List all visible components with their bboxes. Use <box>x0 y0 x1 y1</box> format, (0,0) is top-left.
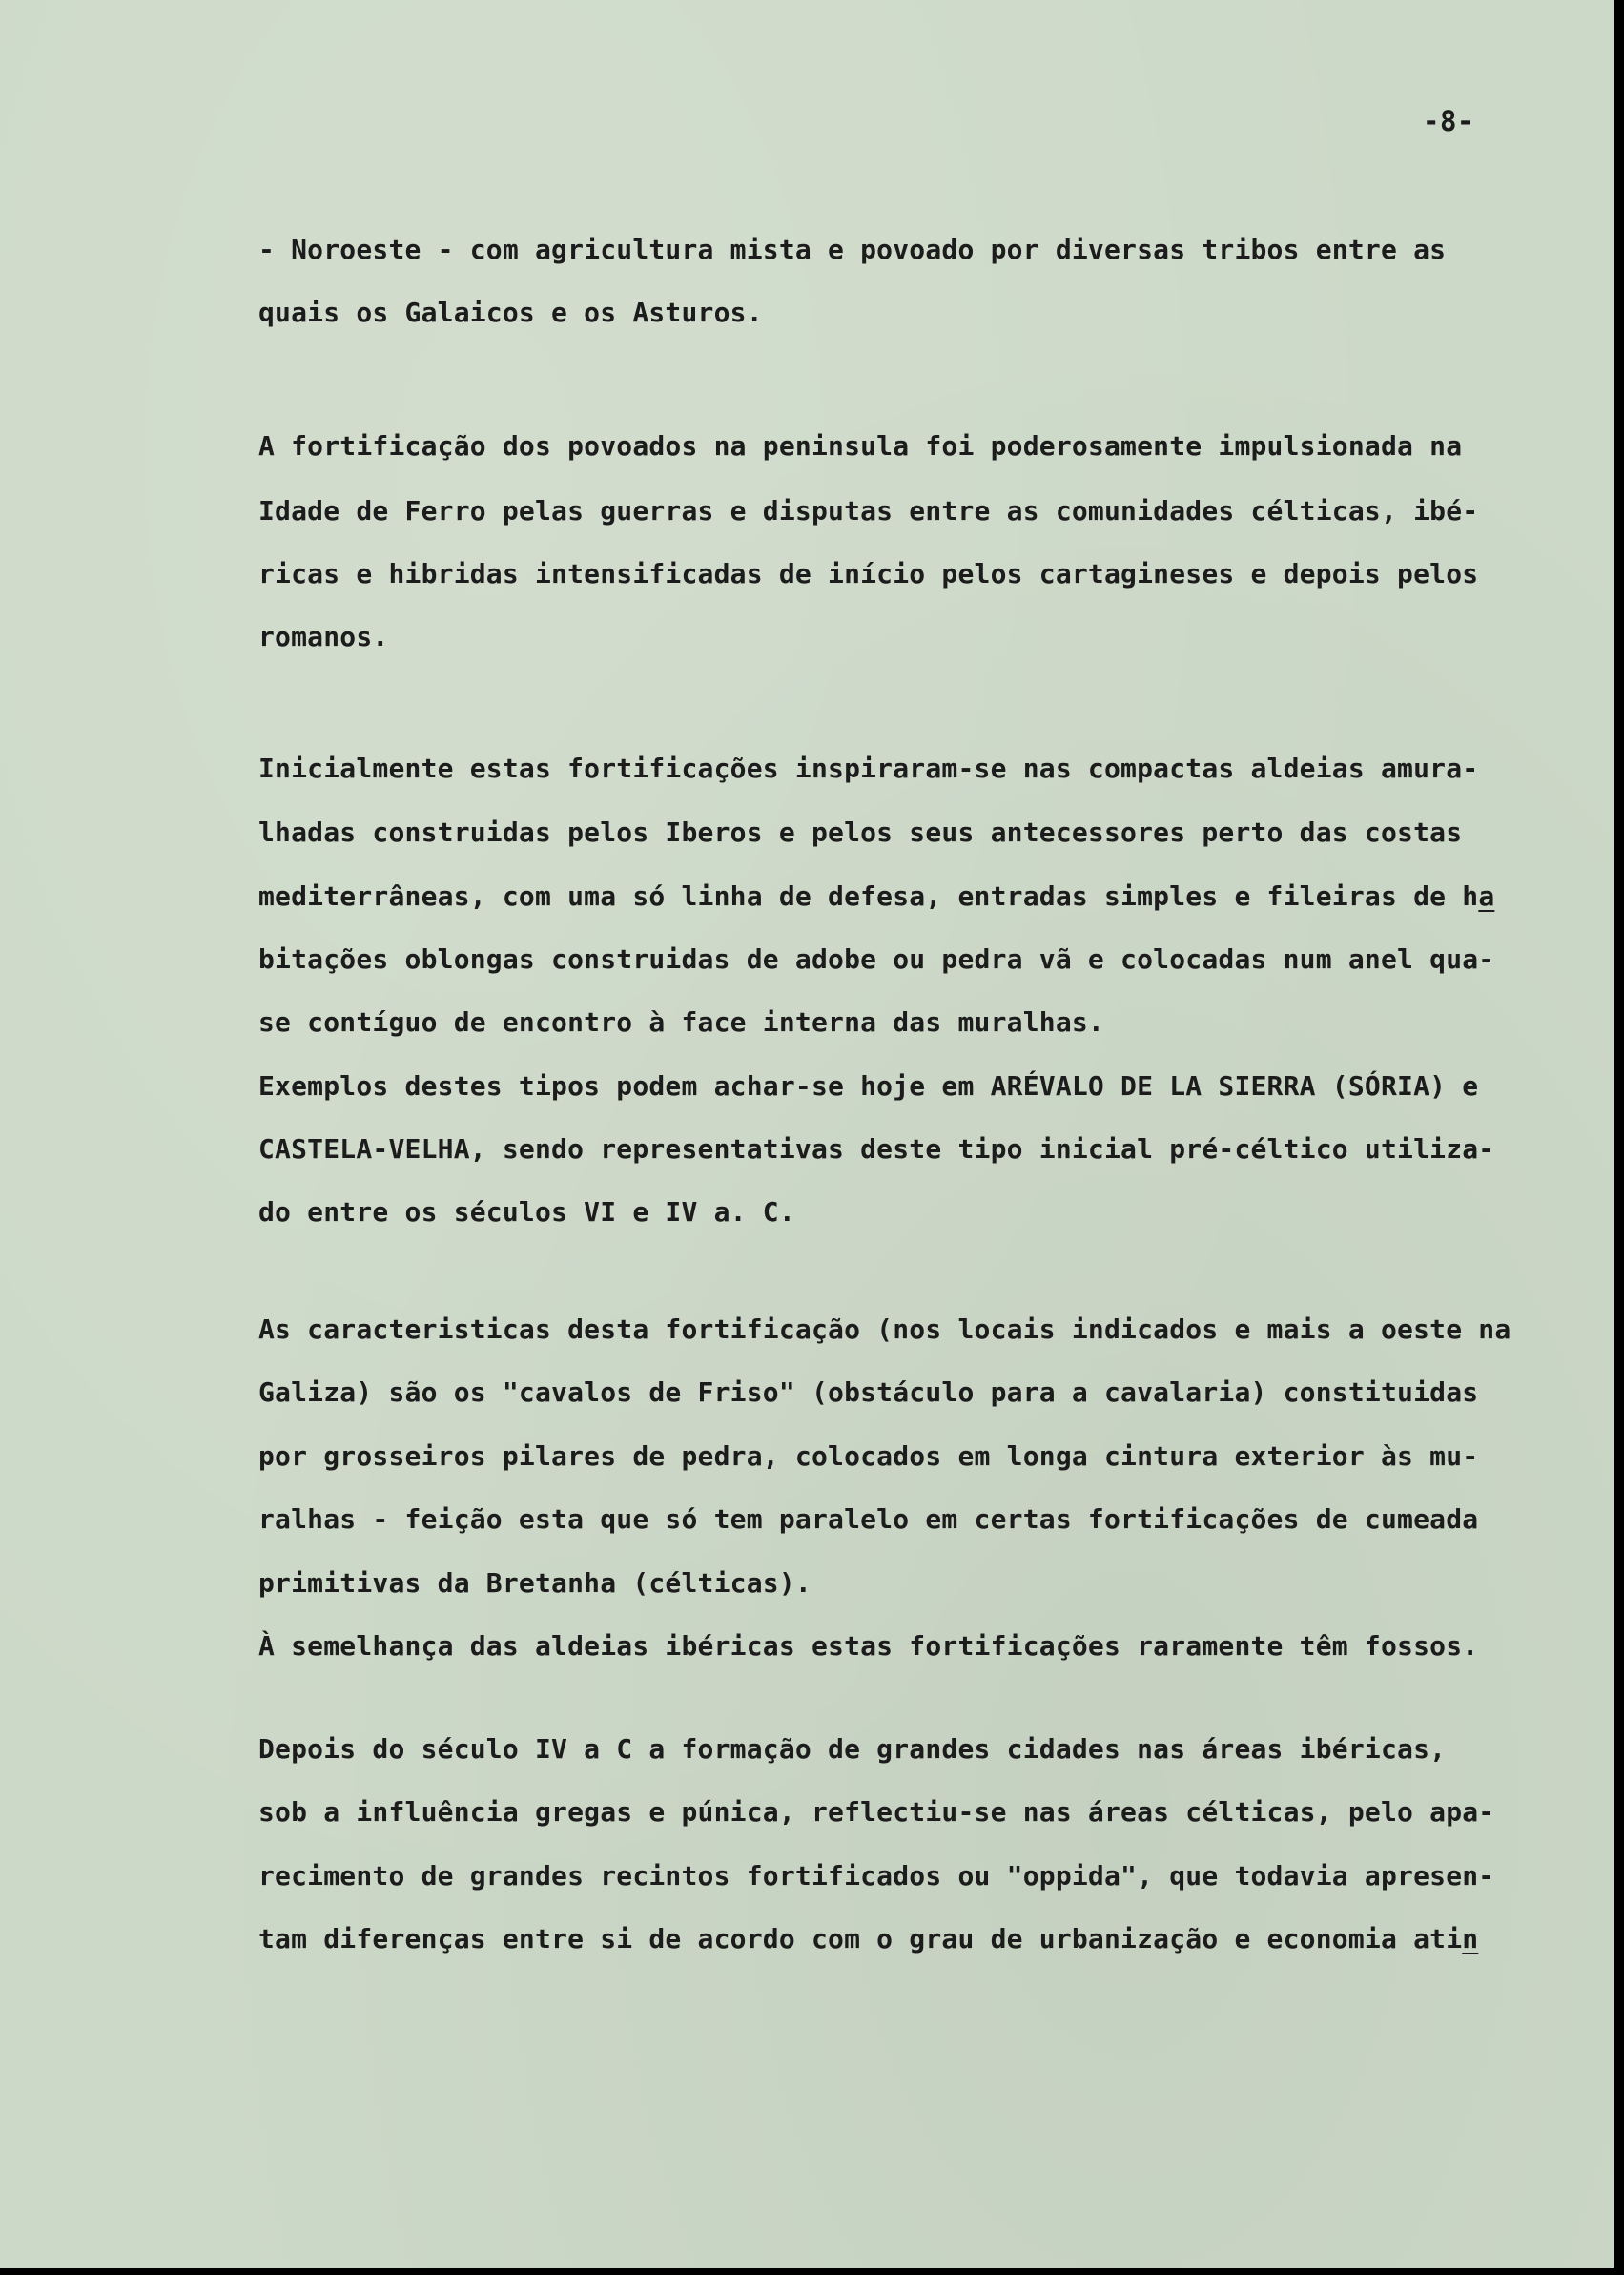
text-line: ralhas - feição esta que só tem paralelo em certas fortificações de cumeada <box>258 1503 1479 1535</box>
text-line: Inicialmente estas fortificações inspiraram-se nas compactas aldeias amura- <box>258 753 1479 784</box>
underlined-fragment: n <box>1462 1923 1479 1954</box>
text-line <box>258 879 1494 914</box>
page-number: -8- <box>1423 105 1474 137</box>
text-line-part: mediterrâneas, com uma só linha de defesa, entradas simples e fileiras de h <box>258 880 1479 912</box>
text-line-part: tam diferenças entre si de acordo com o grau de urbanização e economia ati <box>258 1923 1463 1954</box>
text-line: Galiza) são os "cavalos de Friso" (obstáculo para a cavalaria) constituidas <box>258 1376 1479 1408</box>
text-line: romanos. <box>258 621 389 652</box>
underlined-fragment: a <box>1478 880 1495 912</box>
text-line: sob a influência gregas e púnica, reflectiu-se nas áreas célticas, pelo apa- <box>258 1796 1495 1828</box>
text-line: do entre os séculos VI e IV a. C. <box>258 1196 795 1228</box>
text-line: Depois do século IV a C a formação de grandes cidades nas áreas ibéricas, <box>258 1733 1447 1765</box>
text-line: Exemplos destes tipos podem achar-se hoje em ARÉVALO DE LA SIERRA (SÓRIA) e <box>258 1070 1479 1102</box>
text-line: se contíguo de encontro à face interna das muralhas. <box>258 1006 1104 1038</box>
text-line: primitivas da Bretanha (célticas). <box>258 1567 812 1599</box>
text-line: À semelhança das aldeias ibéricas estas fortificações raramente têm fossos. <box>258 1630 1479 1662</box>
text-line: A fortificação dos povoados na peninsula foi poderosamente impulsionada na <box>258 430 1463 462</box>
text-line: bitações oblongas construidas de adobe ou pedra vã e colocadas num anel qua- <box>258 943 1495 975</box>
text-line: lhadas construidas pelos Iberos e pelos seus antecessores perto das costas <box>258 817 1463 848</box>
text-line: ricas e hibridas intensificadas de início pelos cartagineses e depois pelos <box>258 558 1479 589</box>
text-line: por grosseiros pilares de pedra, colocados em longa cintura exterior às mu- <box>258 1440 1479 1472</box>
text-line: quais os Galaicos e os Asturos. <box>258 297 763 328</box>
text-line: - Noroeste - com agricultura mista e povoado por diversas tribos entre as <box>258 234 1447 265</box>
text-line: recimento de grandes recintos fortificados ou "oppida", que todavia apresen- <box>258 1860 1495 1892</box>
text-line: As caracteristicas desta fortificação (nos locais indicados e mais a oeste na <box>258 1313 1511 1345</box>
text-line: Idade de Ferro pelas guerras e disputas entre as comunidades célticas, ibé- <box>258 495 1479 527</box>
text-line: CASTELA-VELHA, sendo representativas deste tipo inicial pré-céltico utiliza- <box>258 1133 1495 1165</box>
text-line <box>258 1922 1478 1956</box>
